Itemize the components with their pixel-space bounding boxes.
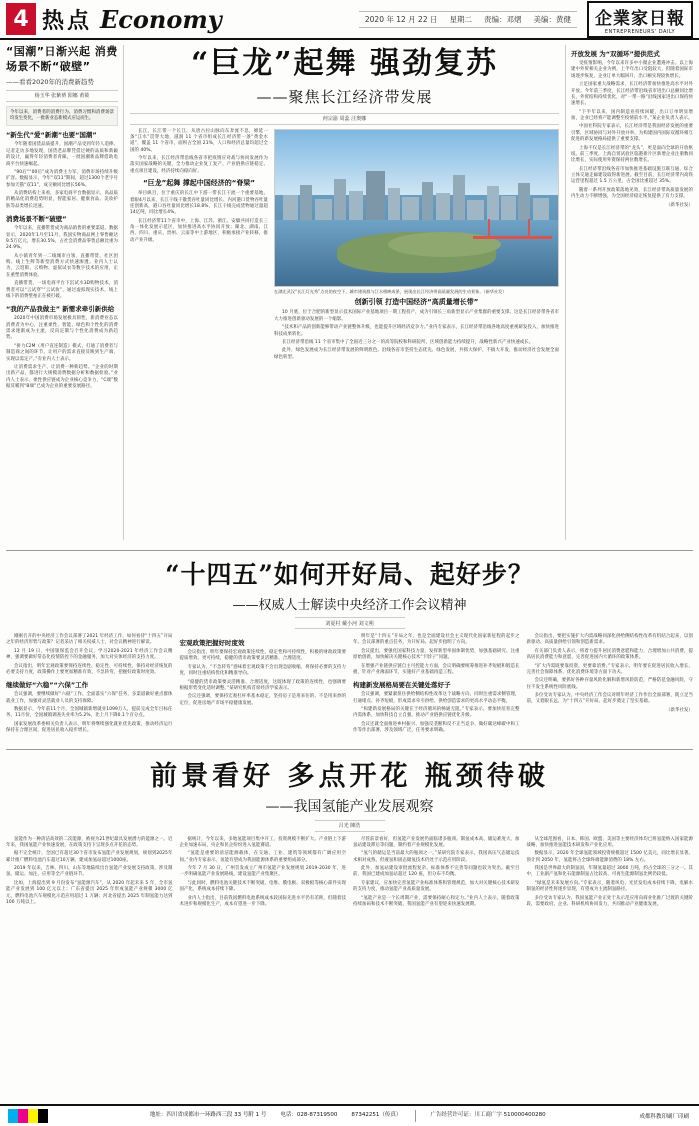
right-section-body: 受疫情影响，今年以来许多中小微企业遭遇冲击。以上海建中外贸相关企业为例，上半年出口受阻较大，但随着国际市场逐步恢复，企业订单大幅回升，出口额实现较快增长。 立足国家重大战略需求，长江经济带加快推进高水平对外开放。今年前三季度，长江经济带沿线省市进出口总额同比增长，外贸结构持续优化，对“一带一路”沿线国家进出口保持快速增长。 “下半年以来，国内制造业持续回暖，出口订单明显增加，企业已经将产能调整至疫情前水平。”某企业负责人表示。 中国社科院专家表示，长江经济带是我国经济发展的重要引擎，区域协同与对外开放并举，为构建国内国际双循环相互促进的新发展格局提供了重要支撑。 上海不仅是长江经济带的“龙头”，更是面向全球的开放枢纽。前三季度，上海自贸试验区临港新片区新增企业注册数同比增长，实际使用外资保持两位数增长。 长江经济带沿线各省市加快推进基础设施互联互通，综合立体交通走廊建设取得新进展。截至目前，长江经济带内高铁运营里程超过 1.5 万公里，占全国比重超过 35%。 随着一系列开放政策落地见效，长江经济带高质量发展的内生动力不断增强，为全国经济稳定恢复提供了有力支撑。 （新华社发） bbox=[571, 61, 693, 208]
bottom-headline: 前景看好 多点开花 瓶颈待破 bbox=[150, 760, 549, 792]
bottom-byline: 吕光 陳浩 bbox=[315, 820, 385, 832]
mid-column-1 bbox=[180, 634, 347, 737]
mid-column-0 bbox=[6, 634, 173, 737]
left-article-title: “国潮”日渐兴起 消费场景不断“破壁” bbox=[6, 45, 118, 73]
editor-credit: 责编：邓熠 bbox=[484, 14, 522, 24]
left-section-head-2: “我的产品我做主” 新需求牵引新供给 bbox=[6, 305, 115, 314]
mid-byline: 刘夏村 戴小河 刘文朔 bbox=[295, 617, 405, 629]
mid-article bbox=[0, 540, 699, 737]
lead-box-body: 举目纵目，位于重庆的长江中下游一带长江干流一个重要基地，着眼4月以来，长江干线干散货吞吐量同比增长、内河港口货物吞吐量连创新高，港口吞吐量同比增长18.8%，长江干线完成货物通过量超14亿吨，同比增长4%。 长江经济带11个省市中，上海、江苏、浙江、安徽共同打造长三角一体化发展示范区，加快推进高水平协同开放；湖北、湖南、江西、四川、重庆、贵州、云南等中上游地区，积极承接产业转移，推动产业升级。 bbox=[130, 191, 268, 243]
bottom-column-2 bbox=[353, 837, 520, 911]
mid-headline: “十四五”如何开好局、起好步？ bbox=[165, 560, 534, 589]
mid-column-3 bbox=[527, 634, 694, 737]
bottom-col1-body: 据统计，今年以来，多地氢能项目集中开工，投资规模不断扩大。产业链上下游企业加速布局，央企和民企纷纷进入氢能赛道。 “氢能是重要的清洁能源载体，在交通、工业、建筑等领域都有广阔应用空间。”业内专家表示，氢能有望成为我国能源体系的重要组成部分。 今年 7 月 30 日，广州首发成立广州市氢能产业发展规划 2019-2030 年，进一步明确氢能产业发展路线，建设氢能产业集聚区。 与此同时，燃料电池关键技术不断突破，电堆、膜电极、双极板等核心部件实现国产化，系统成本持续下降。 业内人士指出，目前我国燃料电池系统成本较国际先进水平仍有差距，但随着技术进步和规模化生产，成本有望进一步下降。 bbox=[179, 836, 346, 907]
mid-col0-body: 刚刚召开的中央经济工作会议部署了2021 年经济工作，如何看待“十四五”开局之年的经济形势与政策？记者采访了相关权威人士，对会议精神进行解读。 12 月 19 日，中国银保监会召开会议，学习2020-2021 年经济工作会议精神，强调要做好常态化疫情防控下的金融服务，加大对实体经济的支持力度。 会议指出，明年宏观政策要保持连续性、稳定性、可持续性，保持对经济恢复的必要支持力度，政策操作上要更加精准有效，不急转弯，把握好政策时度效。 bbox=[6, 634, 173, 675]
mid-columns bbox=[6, 634, 693, 737]
bottom-column-1 bbox=[180, 837, 347, 911]
lead-intro-column bbox=[130, 129, 268, 364]
page-footer bbox=[0, 1104, 699, 1126]
mid-col2-body: 明年是“十四五”开局之年，也是全面建设社会主义现代化国家新征程的起步之年。会议部署的重点任务，为开好局、起好步指明了方向。 会议提出，要强化国家科技力量，发挥新型举国体制优势，加强基础研究、注重原始创新，加快解决关键核心技术“卡脖子”问题。 在增强产业链供应链自主可控能力方面，会议明确要统筹推进补齐短板和锻造长板，针对产业薄弱环节，实施好产业基础再造工程。 bbox=[353, 634, 520, 675]
bottom-col2-body: 尽管前景看好，但氢能产业发展仍面临诸多瓶颈。制氢成本高、储运难度大、加氢站建设滞后等问题，制约着产业规模化发展。 “氢气的储运是当前最大的瓶颈之一。”某研究院专家表示，我国高压气态储运技术相对成熟，但液氢和固态储氢技术仍处于示范应用阶段。 此外，加氢站建设审批流程复杂、标准体系不完善等问题也较为突出。截至目前，我国已建成加氢站超过 120 座，但分布不均衡。 专家建议，应加快完善氢能产业标准体系和管理规范，加大对关键核心技术研发的支持力度，推动氢能产业高质量发展。 “氢能产业是一个长周期产业，需要保持耐心和定力。”业内人士表示，随着政策持续加码和技术不断突破，我国氢能产业有望迎来快速发展期。 bbox=[353, 836, 520, 907]
city-river-photo bbox=[274, 129, 559, 287]
lead-byline: 何宗渝 周蕊 汪奥娜 bbox=[130, 113, 559, 125]
left-section-head-1: 消费场景不断“破壁” bbox=[6, 215, 67, 224]
bottom-divider-top bbox=[6, 749, 693, 750]
bottom-column-3 bbox=[527, 837, 694, 911]
lead-intro: 长江、长江带一个长江，从唐古拉山脉向东奔流不息，绵延一条“江水”贯穿大地，滋润 11 个省市组成长江经济带一条“黄金水道”，覆盖 11 个省市，面积占全国 21%，人口和经济总量均超过全国的 40%。 今年以来，长江经济带沿线各省市把疫情应对战与协同发展作为落实国家战略的关键，全力推动企业复工复产、产业链供应链稳定、重点项目建设，经济持续向稳向好。 bbox=[130, 128, 268, 174]
lead-sub1-head: 创新引领 打造中国经济“高质量增长带” bbox=[354, 298, 479, 307]
section-title-cn: 热点 bbox=[42, 8, 93, 34]
brand-name-cn: 企業家日報 bbox=[595, 8, 685, 29]
footer-info bbox=[56, 1110, 639, 1122]
mid-col0-head2: 继续做好“六稳”“六保”工作 bbox=[6, 681, 89, 690]
bottom-col0-body: 氢能作为一种清洁高效的二次能源，被视为21世纪最具发展潜力的能源之一。近年来，我国氢能产业快速发展，在政策支持下呈现多点开花的态势。 据不完全统计，全国已有超过30个省市发布氢能产业发展规划，规划到2025年累计推广燃料电池汽车超过10万辆，建成加氢站超过1000座。 2019 年以来，吉林、四川、山东等地陆续出台氢能产业发展支持政策，涉及制氢、储运、加注、应用等全产业链环节。 比如，上海提出到 9 月份发布“氢能源汽车”，从 2020 年起未来 5 年，全市氢能产业发展到 100 亿元以上；广东省提出 2025 年形成氢能产业规模 3000 亿元，燃料电池汽车规模化示范应用超过 1 万辆；河北省提出 2025 年制氢能力达到 100 万吨以上。 bbox=[6, 836, 173, 905]
left-article bbox=[6, 45, 124, 540]
mid-col0-body2: 会议强调，要继续做好“六稳”工作、全面落实“六保”任务，多渠道做好重点群体就业工作，加强对灵活就业人员的支持保障。 数据显示，今年前11个月，全国城镇新增就业1099万人，提前完成全年目标任务。11月份，全国城镇调查失业率为5.2%，比上月下降0.1个百分点。 国家发展改革委相关负责人表示，明年将继续强化就业优先政策，推动经济运行保持在合理区间，促进居民收入稳步增长。 bbox=[6, 692, 173, 734]
footer-address: 地址：四川省成都市一环路西三段 33 号附 1 号 bbox=[149, 1112, 267, 1118]
left-section-body-2: 2020年中国消费市场发展极具韧性，新消费业态以消费者为中心，注重柔性、智能、绿色和个性化的消费需求逐渐成为主流，反向定制与个性化消费成为新趋势。 “拼力C2M（用户直连制造）模式，打通了消费者与制造商之间的环节，让用户的需求直接反映到生产端，实现以需定产。”有业内人士表示。 让消费需求生产、让消费一种新趋势。“企业的时期出新产品，都进行大规模消费数据分析和数据检验。”业内人士表示，柔性供应链成为企业核心竞争力，“C端”数据反哺到“B端”已成为企业的重要发展路径。 bbox=[6, 316, 118, 390]
footer-printer: 成都科教印刷厂印刷 bbox=[639, 1114, 689, 1120]
bottom-columns bbox=[6, 837, 693, 911]
footer-divider bbox=[415, 1110, 416, 1122]
masthead-spacer bbox=[222, 0, 359, 38]
cmyk-registration-marks bbox=[8, 1109, 48, 1123]
left-section-body-1: 今年以来，直播带货成为商品销售的重要渠道。数据显示，2020年1月至11月，我国实物商品网上零售额达9.5万亿元，增长30.5%，占社会消费品零售总额比重为24.9%。 从小镇青年到一二线城市白领，直播带货、社区团购、线上生鲜等新型消费方式快速渗透。业内人士认为，云逛街、云购物、虚拟试衣等数字技术的应用，正在重塑消费体验。 直播带货、一场电商平台下沉试水3D购物技术，消费者可以“云试穿”“云试妆”，通过虚拟现实技术，线上线下的消费壁垒正在被打破。 bbox=[6, 226, 118, 299]
weekday: 星期二 bbox=[449, 14, 472, 24]
right-article bbox=[565, 45, 693, 540]
right-section-head: 开放发展 为“双循环”提供范式 bbox=[571, 50, 660, 58]
footer-fax: 87342251（传真） bbox=[351, 1112, 402, 1118]
photo-skyline bbox=[275, 167, 558, 220]
top-zone bbox=[0, 40, 699, 540]
brand-logo bbox=[587, 1, 693, 38]
mid-divider-top bbox=[6, 550, 693, 551]
bottom-column-0 bbox=[6, 837, 173, 911]
left-article-lead: 今年以来，消费者的消费行为、消费习惯和消费场景均发生变化，一批新业态新模式应运而生。 bbox=[6, 106, 118, 127]
mid-subheadline: ——权威人士解读中央经济工作会议精神 bbox=[232, 598, 467, 613]
mid-col3-body: 会议指出，要把实施扩大内需战略同深化供给侧结构性改革有机结合起来，以创新驱动、高质量供给引领和创造新需求。 有关部门负责人表示，将着力提升居民消费意愿和能力，合理增加公共消费，提高居民消费能力和意愿，完善促进国内大循环的政策体系。 “扩大内需既要靠投资，更要靠消费。”专家表示，明年要在促进居民收入增长、完善社会保障体系、优化消费环境等方面下功夫。 会议还明确，要抓好各种存量风险化解和新增风险防范，严格防范金融风险，守住不发生系统性风险底线。 多位受访专家认为，中央经济工作会议对明年经济工作作出全面部署，既立足当前，又着眼长远，为“十四五”开好局、起好步奠定了坚实基础。 （新华社发） bbox=[526, 634, 693, 713]
lead-photo-row bbox=[130, 129, 559, 364]
brand-name-en: ENTREPRENEURS' DAILY bbox=[604, 28, 676, 35]
lead-photo-wrap bbox=[274, 129, 559, 364]
lead-photo-caption: 在湖北武汉“长江灯光秀”点亮的夜空下，城市建筑群与江水相映成景，展现出长江经济带高质量发展的生动景象。（新华社发） bbox=[274, 288, 507, 294]
left-article-byline: 杨玉华 张紫赟 阳娜 黄筱 bbox=[6, 90, 118, 102]
page-number: 4 bbox=[6, 3, 36, 35]
lead-article bbox=[124, 45, 565, 540]
masthead bbox=[0, 0, 699, 40]
footer-license: 广告经营许可证：川工商广字 510000400280 bbox=[430, 1112, 546, 1118]
photo-bridge bbox=[473, 236, 552, 239]
bottom-subheadline: ——我国氢能产业发展观察 bbox=[265, 798, 434, 815]
left-section-body-0: 今年随着国货品质提升，国潮产品受到年轻人追捧。记者走访多地发现，国货老品牌凭借过硬的品质和新颖的设计，赢得年轻消费者青睐，一批国潮新品牌借助电商平台快速崛起。 “90后”“00后”成为消费主力军，消费市场持续升级扩容。数据显示，今年“双11”期间，超过1300个老字号参加天猫“双11”，成交额同比增长56%。 从消费结构上来看，多家电商平台数据显示，高品质的精品化消费趋势明显，智能家居、健康食品、美妆护肤等品类增长迅速。 bbox=[6, 142, 118, 209]
left-article-subtitle: ——看看2020年的消费新趋势 bbox=[6, 77, 95, 86]
mid-col2-head2: 构建新发展格局要在关键处落好子 bbox=[353, 681, 451, 690]
lead-box-head: “巨龙”起舞 撑起中国经济的“脊梁” bbox=[143, 179, 255, 188]
mid-col1-body: 会议指出，明年要保持宏观政策连续性、稳定性和可持续性，积极的财政政策要提质增效、更可持续，稳健的货币政策要灵活精准、合理适度。 专家认为，“不急转弯”意味着宏观政策不会出现急剧收缩，将保持必要的支持力度，同时注重结构优化和精准导向。 “稳健的货币政策要灵活精准、合理适度，这既体现了政策的连续性，也强调要根据形势变化适时调整。”某研究机构首席经济学家表示。 会议还强调，要保持宏观杠杆率基本稳定，坚持房子是用来住的、不是用来炒的定位，促进房地产市场平稳健康发展。 bbox=[179, 650, 346, 706]
lead-sub1-body: 10 月底，位于合肥的新型显示技术国际产业基地项目一期工程投产，成为引领长三角新型显示产业集群的重要支撑。这是长江经济带各省市大力推进创新驱动发展的一个缩影。 “技术和产品的创新能够带动产业链整体升级，也能提升区域经济竞争力。”业内专家表示，长江经济带沿线各地高度重视研发投入，加快推进科技成果转化。 长江经济带沿线 11 个省市集中了全国近三分之一的高等院校和科研院所，区域创新能力持续提升，战略性新兴产业快速成长。 此外，绿色发展成为长江经济带发展的鲜明底色。沿线各省市坚持生态优先、绿色发展，共抓大保护、不搞大开发，推动经济社会发展全面绿色转型。 bbox=[274, 310, 559, 360]
bottom-article bbox=[0, 737, 699, 911]
designer-credit: 美编：黄健 bbox=[533, 14, 571, 24]
masthead-meta bbox=[359, 11, 577, 28]
section-title-en: Economy bbox=[100, 4, 222, 34]
lead-subheadline: ——聚焦长江经济带发展 bbox=[256, 87, 433, 106]
mid-column-2 bbox=[353, 634, 520, 737]
lead-headline: “巨龙”起舞 强劲复苏 bbox=[191, 46, 498, 81]
mid-col1-head: 宏观政策把握好时度效 bbox=[179, 639, 245, 647]
bottom-col3-body: 从全球范围看，日本、韩国、欧盟、美国等主要经济体均已将氢能纳入国家能源战略，加快推进氢能技术研发和产业化应用。 数据显示，2020 年全球氢能领域投资规模超过 1500 亿美元，同比增长显著。预计到 2050 年，氢能将占全球终端能源消费的 18% 左右。 我国是世界最大的制氢国，年制氢量超过 3000 万吨，约占全球的三分之一。其中，工业副产氢和化石能源制氢占比较高，可再生能源制氢比例仍较低。 “绿氢是未来发展方向。”专家表示，随着风电、光伏发电成本持续下降，电解水制氢的经济性将逐步显现，有望成为主流制氢路径。 多位受访专家认为，我国氢能产业正处于从示范应用向商业化推广过渡的关键阶段，需要政府、企业、科研机构协同发力，共同推动产业健康发展。 bbox=[526, 836, 693, 907]
footer-phone: 电话：028-87319500 bbox=[280, 1112, 338, 1118]
publication-date: 2020 年 12 月 22 日 bbox=[364, 14, 438, 24]
mid-col2-body2: 会议强调，要紧紧扭住供给侧结构性改革这个战略方向，同时注重需求侧管理，打通堵点、补齐短板，形成需求牵引供给、供给创造需求的更高水平动态平衡。 “构建新发展格局的关键在于经济循环的畅通无阻。”专家表示，要加快培育完整内需体系，加快科技自立自强，推动产业链供应链优化升级。 会议还就全面推进乡村振兴、加强反垄断和反不正当竞争、做好碳达峰碳中和工作等作出部署，涉及领域广泛，任务要求明确。 bbox=[353, 692, 520, 734]
left-section-head-0: “新生代”爱“新潮”也要“国潮” bbox=[6, 131, 97, 140]
